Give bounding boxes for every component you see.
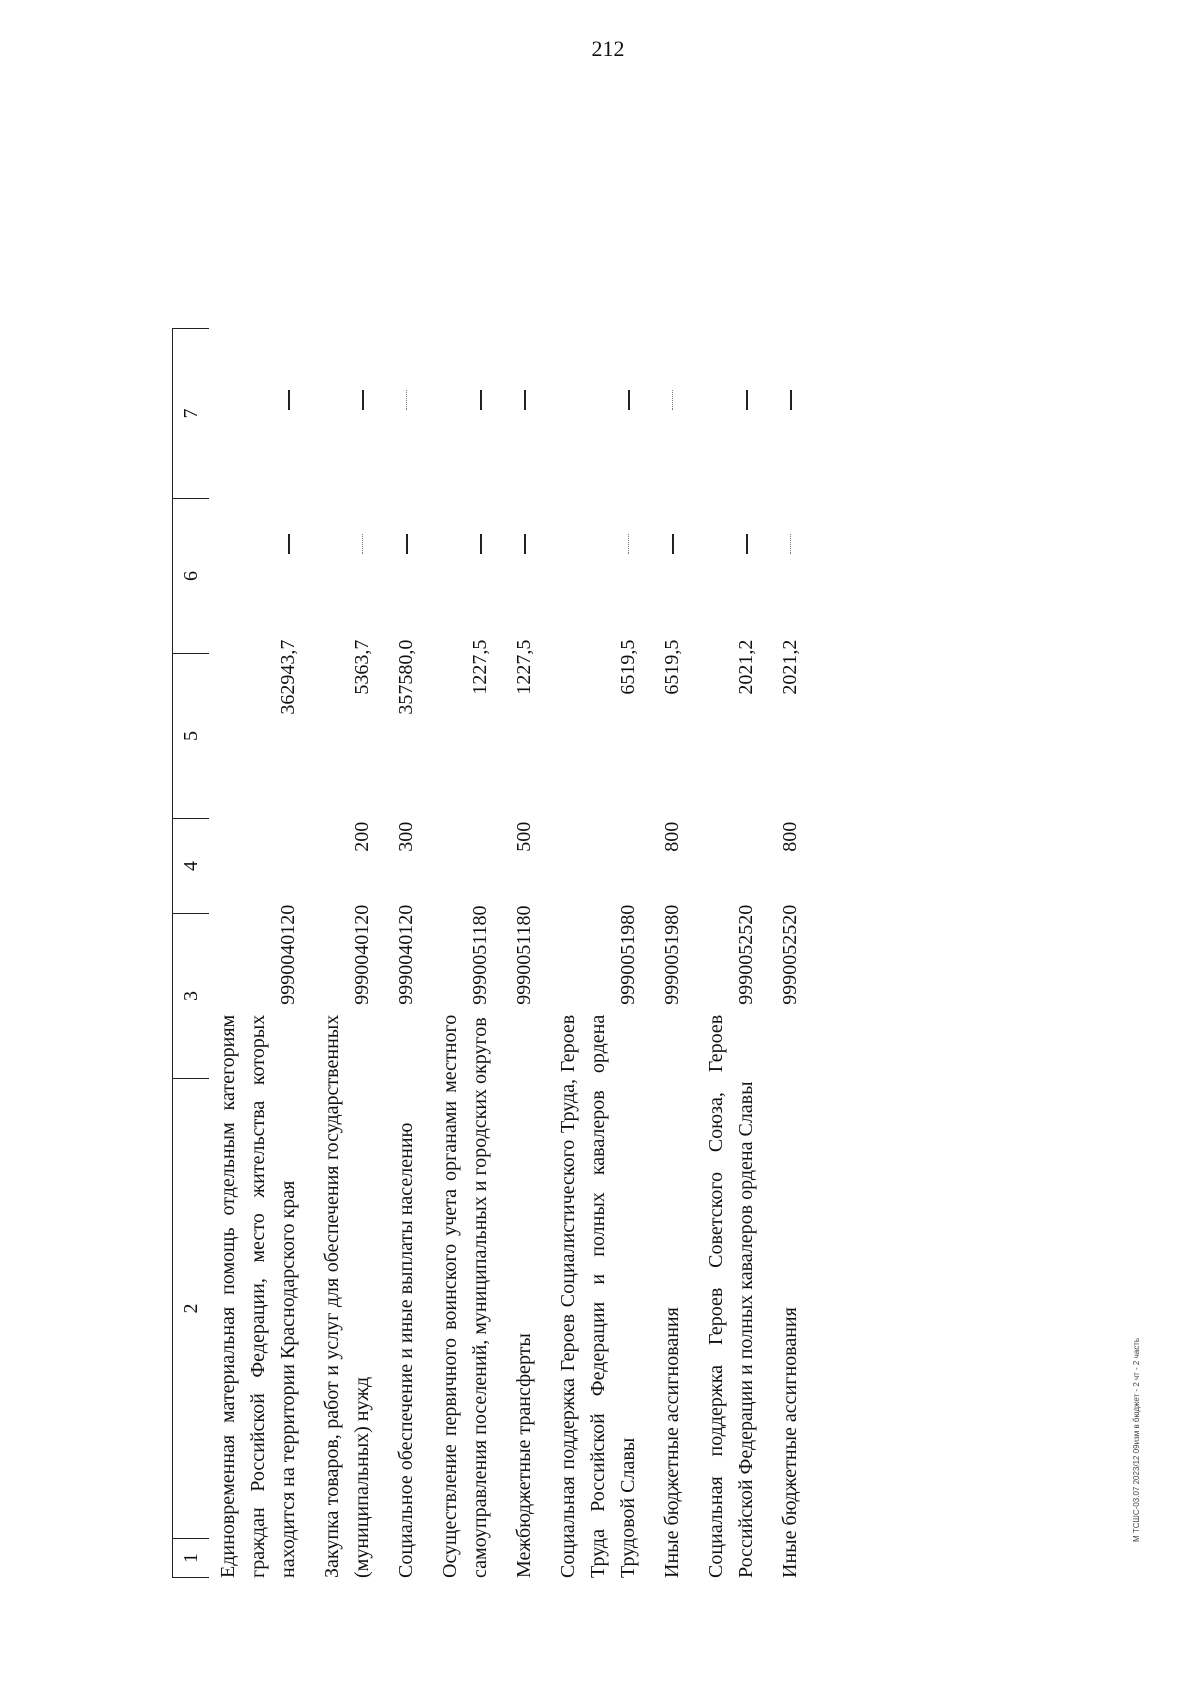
row-code: 9990051180 (513, 905, 535, 1005)
table-row (701, 328, 761, 1578)
row-name: Иные бюджетные ассигнования (779, 1307, 801, 1578)
column-header-5: 5 (173, 653, 209, 818)
row-name: Социальная поддержка Героев Социалистического Труда, Героев Труда Российской Федерации и полных кавалеров ордена Трудовой Славы (557, 1014, 639, 1578)
row-amount: 2021,2 (779, 639, 801, 695)
dash-mark (628, 390, 630, 410)
table-row (553, 328, 643, 1578)
table-header (172, 328, 209, 1578)
dash-mark (362, 534, 363, 554)
table-row (775, 328, 805, 1578)
row-col6 (347, 480, 377, 618)
column-header-6: 6 (173, 498, 209, 653)
table-row (317, 328, 377, 1578)
dash-mark (288, 390, 290, 410)
table-row (435, 328, 495, 1578)
row-col7 (509, 328, 539, 480)
row-col7 (391, 328, 421, 480)
column-header-2: 2 (173, 1078, 209, 1538)
row-code: 9990040120 (277, 904, 299, 1005)
row-name: Иные бюджетные ассигнования (661, 1307, 683, 1578)
row-code: 9990051980 (661, 904, 683, 1005)
row-col6 (775, 480, 805, 618)
row-name: Закупка товаров, работ и услуг для обеспечения государственных (муниципальных) нужд (321, 1014, 373, 1578)
column-header-4: 4 (173, 818, 209, 913)
row-name: Социальное обеспечение и иные выплаты населению (395, 1122, 417, 1578)
row-code: 9990051980 (617, 904, 639, 1005)
row-code: 9990052520 (779, 904, 801, 1005)
row-name: Осуществление первичного воинского учета органами местного самоуправления поселений, муниципальных и городских округов (439, 1014, 491, 1578)
dash-mark (790, 534, 791, 554)
dash-mark (288, 534, 290, 554)
row-amount: 6519,5 (617, 639, 639, 695)
table-row (509, 328, 539, 1578)
row-col6 (465, 480, 495, 618)
dash-mark (746, 534, 748, 554)
footer-stamp: М ТСШС-03.07 2023/12 09изм в бюджет - 2 чт - 2 часть (1132, 1337, 1141, 1542)
row-col7 (347, 328, 377, 480)
table-row (213, 328, 303, 1578)
row-col6 (273, 480, 303, 618)
dash-mark (628, 534, 629, 554)
row-type: 200 (351, 821, 373, 852)
dash-mark (406, 390, 407, 410)
row-col7 (273, 328, 303, 480)
row-type: 300 (395, 821, 417, 852)
row-col7 (465, 328, 495, 480)
row-col7 (775, 328, 805, 480)
dash-mark (672, 534, 674, 554)
budget-table (172, 33, 1042, 1578)
row-code: 9990052520 (735, 904, 757, 1005)
dash-mark (524, 390, 526, 410)
row-col6 (613, 480, 643, 618)
dash-mark (746, 390, 748, 410)
column-header-1: 1 (173, 1538, 209, 1578)
row-amount: 1227,5 (469, 639, 491, 695)
row-col6 (731, 480, 761, 618)
row-name: Социальная поддержка Героев Советского Союза, Героев Российской Федерации и полных кавалеров ордена Славы (705, 1014, 757, 1578)
row-name: Единовременная материальная помощь отдельным категориям граждан Российской Федерации, место жительства которых находится на территории Краснодарского края (217, 1014, 299, 1578)
dash-mark (524, 534, 526, 554)
row-amount: 2021,2 (735, 639, 757, 695)
dash-mark (406, 534, 408, 554)
row-amount: 362943,7 (277, 639, 299, 715)
dash-mark (480, 534, 482, 554)
dash-mark (790, 390, 792, 410)
row-amount: 1227,5 (513, 639, 535, 695)
dash-mark (672, 390, 673, 410)
row-col6 (657, 480, 687, 618)
row-amount: 5363,7 (351, 639, 373, 695)
row-col6 (509, 480, 539, 618)
dash-mark (480, 390, 482, 410)
row-col7 (613, 328, 643, 480)
row-name: Межбюджетные трансферты (513, 1333, 535, 1578)
row-code: 9990051180 (469, 905, 491, 1005)
page-number: 212 (591, 36, 625, 61)
table-row (391, 328, 421, 1578)
row-type: 500 (513, 821, 535, 852)
column-header-3: 3 (173, 913, 209, 1078)
row-col7 (731, 328, 761, 480)
row-amount: 357580,0 (395, 639, 417, 715)
row-col7 (657, 328, 687, 480)
row-amount: 6519,5 (661, 639, 683, 695)
table-row (657, 328, 687, 1578)
column-header-7: 7 (173, 328, 209, 498)
row-code: 9990040120 (351, 904, 373, 1005)
dash-mark (362, 390, 364, 410)
row-code: 9990040120 (395, 904, 417, 1005)
table-body (213, 328, 805, 1578)
row-col6 (391, 480, 421, 618)
row-type: 800 (661, 821, 683, 852)
row-type: 800 (779, 821, 801, 852)
